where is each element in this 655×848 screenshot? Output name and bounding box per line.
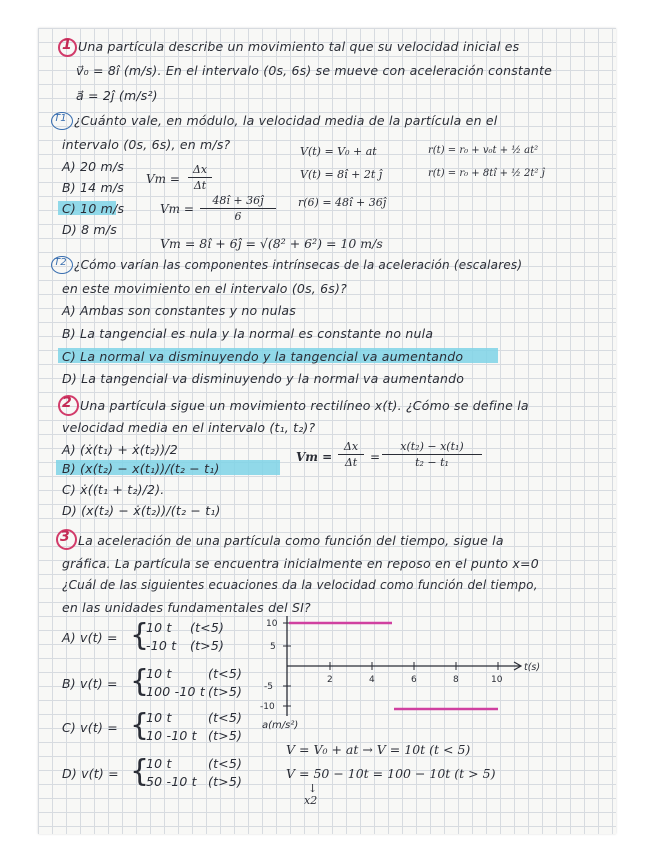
p3-option-c-brace: { xyxy=(130,708,150,743)
p3-option-c-c2: (t>5) xyxy=(208,728,243,743)
p3-option-b-brace: { xyxy=(130,664,150,699)
t1-v-t2: V(t) = 8î + 2t ĵ xyxy=(300,168,383,181)
p2-num1: Δx xyxy=(343,440,359,453)
p3-option-d-label: D) v(t) = xyxy=(62,766,119,781)
p3-option-a-c1: (t<5) xyxy=(190,620,225,635)
graph-xaxis-title: t(s) xyxy=(524,662,541,673)
p3-option-b-label: B) v(t) = xyxy=(62,676,118,691)
graph-ylabel-m10: -10 xyxy=(260,702,275,712)
p3-work-line-2: V = 50 − 10t = 100 − 10t (t > 5) xyxy=(286,766,496,781)
p2-num2: x(t₂) − x(t₁) xyxy=(400,440,464,453)
t1-r-t2: r(t) = r₀ + 8tî + ½ 2t² ĵ xyxy=(428,168,545,179)
p3-option-c-label: C) v(t) = xyxy=(62,720,118,735)
t1-r-t: r(t) = r₀ + v₀t + ½ at² xyxy=(428,145,539,156)
p2-vm-frac2 xyxy=(382,440,482,469)
graph-xlabel-8: 8 xyxy=(453,675,459,685)
tag-t2-label: T2 xyxy=(54,257,67,268)
p2-option-b: B) (x(t₂) − x(t₁))/(t₂ − t₁) xyxy=(62,461,220,476)
p2-vm-frac1 xyxy=(338,440,364,469)
p2-question-line-1: Una partícula sigue un movimiento rectilíneo x(t). ¿Cómo se define la xyxy=(80,398,529,413)
fraction-bar xyxy=(338,454,364,455)
p3-question-line-3: ¿Cuál de las siguientes ecuaciones da la velocidad como función del tiempo, xyxy=(62,578,538,592)
t1-option-d: D) 8 m/s xyxy=(62,222,117,237)
p1-statement-line-3: a⃗ = 2ĵ (m/s²) xyxy=(76,88,158,103)
t1-vm2-num: 48î + 36ĵ xyxy=(212,194,264,207)
t1-r6: r(6) = 48î + 36ĵ xyxy=(298,196,387,209)
p3-option-b-l1: 10 t xyxy=(146,666,172,681)
t1-vm-frac xyxy=(188,163,212,192)
t2-option-d: D) La tangencial va disminuyendo y la normal va aumentando xyxy=(62,371,465,386)
p3-option-a-c2: (t>5) xyxy=(190,638,225,653)
problem-3-number: 3 xyxy=(60,529,70,545)
t1-vm-def: Vm = xyxy=(146,172,180,186)
p3-option-a-brace: { xyxy=(130,618,150,653)
p3-option-c-l1: 10 t xyxy=(146,710,172,725)
p1-statement-line-2: v⃗₀ = 8î (m/s). En el intervalo (0s, 6s) se mueve con aceleración constante xyxy=(76,63,552,78)
t2-question-line-1: ¿Cómo varían las componentes intrínsecas de la aceleración (escalares) xyxy=(74,258,523,272)
t2-option-c: C) La normal va disminuyendo y la tangencial va aumentando xyxy=(62,349,464,364)
t1-vm2-label: Vm = xyxy=(160,202,194,216)
p3-option-a-l2: -10 t xyxy=(146,638,177,653)
t1-option-b: B) 14 m/s xyxy=(62,180,125,195)
graph-yaxis-title: a(m/s²) xyxy=(262,720,299,731)
p3-option-d-c1: (t<5) xyxy=(208,756,243,771)
graph-xlabel-2: 2 xyxy=(327,675,333,685)
t1-vm2-den: 6 xyxy=(234,210,242,223)
p3-option-d-brace: { xyxy=(130,754,150,789)
graph-xlabel-10: 10 xyxy=(491,675,503,685)
graph-xlabel-4: 4 xyxy=(369,675,375,685)
p3-option-a-label: A) v(t) = xyxy=(62,630,118,645)
p3-option-c-c1: (t<5) xyxy=(208,710,243,725)
p3-work-arrow: ↓ xyxy=(308,782,318,795)
t1-v-t: V(t) = V₀ + at xyxy=(300,145,377,158)
graph-ylabel-5: 5 xyxy=(270,642,276,652)
equals-sign: = xyxy=(370,450,381,464)
p3-question-line-4: en las unidades fundamentales del SI? xyxy=(62,600,311,615)
t1-question-line-2: intervalo (0s, 6s), en m/s? xyxy=(62,137,231,152)
p3-work-note: x2 xyxy=(304,794,318,807)
t1-option-c: C) 10 m/s xyxy=(62,201,125,216)
problem-1-number: 1 xyxy=(62,37,72,53)
t2-question-line-2: en este movimiento en el intervalo (0s, 6s)? xyxy=(62,281,347,296)
fraction-bar xyxy=(188,177,212,178)
p3-option-d-l2: 50 -10 t xyxy=(146,774,197,789)
p2-option-d: D) (x(t₂) − ẋ(t₂))/(t₂ − t₁) xyxy=(62,503,221,518)
p2-option-a: A) (ẋ(t₁) + ẋ(t₂))/2 xyxy=(62,442,178,457)
t1-option-a: A) 20 m/s xyxy=(62,159,124,174)
t1-vm2-frac xyxy=(200,194,276,223)
p3-option-c-l2: 10 -10 t xyxy=(146,728,197,743)
p3-work-line-1: V = V₀ + at → V = 10t (t < 5) xyxy=(286,742,471,757)
p3-question-line-2: gráfica. La partícula se encuentra inicialmente en reposo en el punto x=0 xyxy=(62,556,539,571)
p2-den1: Δt xyxy=(344,456,358,469)
p2-question-line-2: velocidad media en el intervalo (t₁, t₂)? xyxy=(62,420,316,435)
p3-option-d-c2: (t>5) xyxy=(208,774,243,789)
tag-t1-label: T1 xyxy=(54,113,67,124)
p3-question-line-1: La aceleración de una partícula como función del tiempo, sigue la xyxy=(78,533,504,548)
p3-option-b-c2: (t>5) xyxy=(208,684,243,699)
graph-xlabel-6: 6 xyxy=(411,675,417,685)
graph-ylabel-10: 10 xyxy=(266,619,278,629)
p2-den2: t₂ − t₁ xyxy=(415,456,449,469)
fraction-bar xyxy=(200,208,276,209)
p2-vm-label: Vm = xyxy=(296,450,333,464)
t2-option-b: B) La tangencial es nula y la normal es constante no nula xyxy=(62,326,434,341)
t1-result: Vm = 8î + 6ĵ = √(8² + 6²) = 10 m/s xyxy=(160,236,383,251)
p3-option-b-l2: 100 -10 t xyxy=(146,684,205,699)
p3-option-a-l1: 10 t xyxy=(146,620,172,635)
problem-2-number: 2 xyxy=(62,395,72,411)
p3-option-d-l1: 10 t xyxy=(146,756,172,771)
p3-option-b-c1: (t<5) xyxy=(208,666,243,681)
p2-option-c: C) ẋ((t₁ + t₂)/2). xyxy=(62,482,165,497)
t1-vm-num: Δx xyxy=(192,163,208,176)
p1-statement-line-1: Una partícula describe un movimiento tal que su velocidad inicial es xyxy=(78,39,520,54)
t2-option-a: A) Ambas son constantes y no nulas xyxy=(62,303,296,318)
t1-question-line-1: ¿Cuánto vale, en módulo, la velocidad media de la partícula en el xyxy=(74,113,498,128)
fraction-bar xyxy=(382,454,482,455)
graph-ylabel-m5: -5 xyxy=(264,682,273,692)
t1-vm-den: Δt xyxy=(193,179,207,192)
